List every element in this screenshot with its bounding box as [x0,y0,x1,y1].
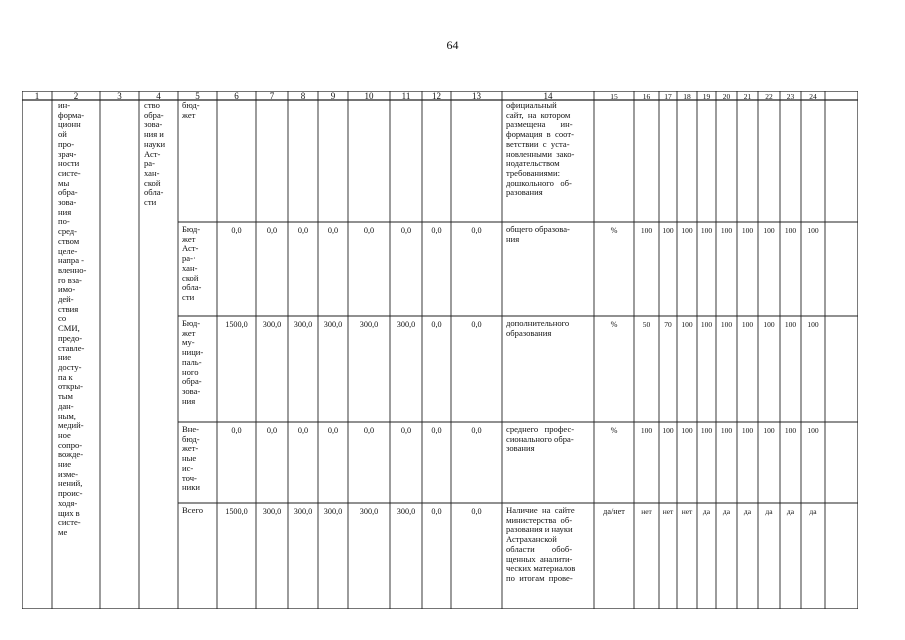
funding-value: 0,0 [471,226,482,235]
header-cell: 7 [269,91,275,101]
funding-value: 0,0 [471,320,482,329]
indicator-value: 100 [640,426,653,435]
funding-value: 300,0 [293,507,313,516]
funding-source: бюд- жет [182,100,200,120]
funding-value: 300,0 [359,507,379,516]
activity-description: ин- форма- ционн ой про- зрач- ности систе- мы обра- зова- ния по- сред- ством целе- напра - вленно- го вза- имо- дей- ствия со СМИ, предо- ставле- ние досту- па к откры- тым дан- ным, медий- ное сопро- вожде- ние изме- нений, проис- ходя- щих в систе- ме [58,100,87,537]
header-cell: 16 [642,92,651,101]
funding-value: 300,0 [323,507,343,516]
header-cell: 1 [34,91,40,101]
unit-of-measure: % [610,320,618,329]
header-cell: 15 [610,92,618,101]
funding-source: Вне- бюд- жет- ные ис- точ- ники [182,424,200,493]
funding-value: 0,0 [431,320,442,329]
indicator-value: да [765,507,773,516]
indicator-value: 100 [763,226,775,235]
indicator-value: нет [681,507,693,516]
indicator-value: да [722,507,731,516]
indicator-value: 100 [640,226,653,235]
header-cell: 3 [117,91,122,101]
indicator-name: дополнительного образования [506,318,570,338]
header-cell: 22 [765,92,773,101]
indicator-value: 100 [784,320,797,329]
header-cell: 13 [472,91,481,101]
indicator-value: 100 [681,226,693,235]
indicator-value: 100 [681,426,693,435]
funding-value: 300,0 [396,507,416,516]
funding-source: Всего [182,505,204,515]
funding-value: 0,0 [471,426,482,435]
funding-value: 0,0 [297,426,309,435]
funding-value: 0,0 [327,226,339,235]
header-cell: 12 [432,91,441,101]
funding-value: 0,0 [266,226,278,235]
indicator-value: 100 [763,320,775,329]
funding-value: 0,0 [363,426,375,435]
funding-value: 0,0 [363,226,375,235]
header-cell: 2 [73,91,79,101]
funding-source: Бюд- жет Аст- ра-· хан- ской обла- сти [182,224,202,302]
indicator-value: 100 [700,320,713,329]
indicator-value: 100 [741,426,754,435]
funding-value: 0,0 [327,426,339,435]
header-cell: 8 [300,91,306,101]
indicator-value: 100 [720,426,733,435]
header-cell: 23 [786,92,795,101]
funding-value: 0,0 [297,226,309,235]
data-table [22,91,858,609]
funding-value: 300,0 [262,320,282,329]
indicator-value: 70 [664,320,672,329]
indicator-value: 100 [807,320,819,329]
funding-value: 1500,0 [225,320,248,329]
indicator-value: 100 [700,226,713,235]
funding-value: 0,0 [431,426,442,435]
indicator-name: общего образова- ния [506,224,570,244]
funding-value: 0,0 [400,426,412,435]
funding-value: 0,0 [471,507,482,516]
indicator-value: да [743,507,752,516]
unit-of-measure: да/нет [603,507,625,516]
indicator-value: 100 [807,226,819,235]
header-cell: 5 [195,91,200,101]
funding-value: 0,0 [431,226,442,235]
header-cell: 10 [364,91,374,101]
header-cell: 11 [401,91,411,101]
indicator-value: 50 [642,320,651,329]
indicator-value: нет [662,507,674,516]
header-cell: 14 [543,91,553,101]
funding-value: 0,0 [266,426,278,435]
header-cell: 6 [234,91,239,101]
funding-value: 300,0 [359,320,379,329]
indicator-value: да [786,507,795,516]
indicator-name: официальный сайт, на котором размещена ин- формация в соот- ветствии с уста- новленными зако- нодательством требованиями: дошкольного об- разования [506,100,575,198]
page-number: 64 [446,38,459,52]
indicator-value: 100 [741,226,754,235]
funding-value: 300,0 [396,320,416,329]
header-cell: 24 [809,92,817,101]
funding-value: 0,0 [231,226,242,235]
funding-value: 300,0 [262,507,282,516]
indicator-value: да [809,507,817,516]
funding-value: 1500,0 [225,507,248,516]
header-cell: 19 [702,92,711,101]
indicator-value: 100 [720,320,733,329]
indicator-value: 100 [784,426,797,435]
indicator-value: 100 [807,426,819,435]
indicator-value: 100 [700,426,713,435]
funding-value: 0,0 [400,226,412,235]
header-cell: 9 [330,91,336,101]
unit-of-measure: % [610,426,618,435]
funding-value: 0,0 [231,426,242,435]
indicator-value: 100 [662,226,674,235]
indicator-value: 100 [681,320,693,329]
indicator-value: 100 [662,426,674,435]
indicator-value: нет [641,507,652,516]
indicator-name: среднего профес- сионального обра- зования [506,424,575,454]
header-cell: 21 [743,92,752,101]
header-cell: 20 [722,92,731,101]
unit-of-measure: % [610,226,618,235]
header-cell: 17 [664,92,672,101]
funding-value: 0,0 [431,507,442,516]
funding-source: Бюд- жет му- ници- паль- ного обра- зова- ния [182,318,204,406]
indicator-name: Наличие на сайте министерства об- разования и науки Астраханской области обоб- щенных аналити- ческих материалов по итогам прове- [506,505,576,583]
indicator-value: 100 [784,226,797,235]
indicator-value: 100 [763,426,775,435]
indicator-value: да [702,507,711,516]
executor-name: ство обра- зова- ния и науки Аст- ра- хан- ской обла- сти [144,100,166,208]
indicator-value: 100 [741,320,754,329]
header-cell: 4 [156,91,161,101]
header-cell: 18 [683,92,691,101]
funding-value: 300,0 [323,320,343,329]
indicator-value: 100 [720,226,733,235]
funding-value: 300,0 [293,320,313,329]
